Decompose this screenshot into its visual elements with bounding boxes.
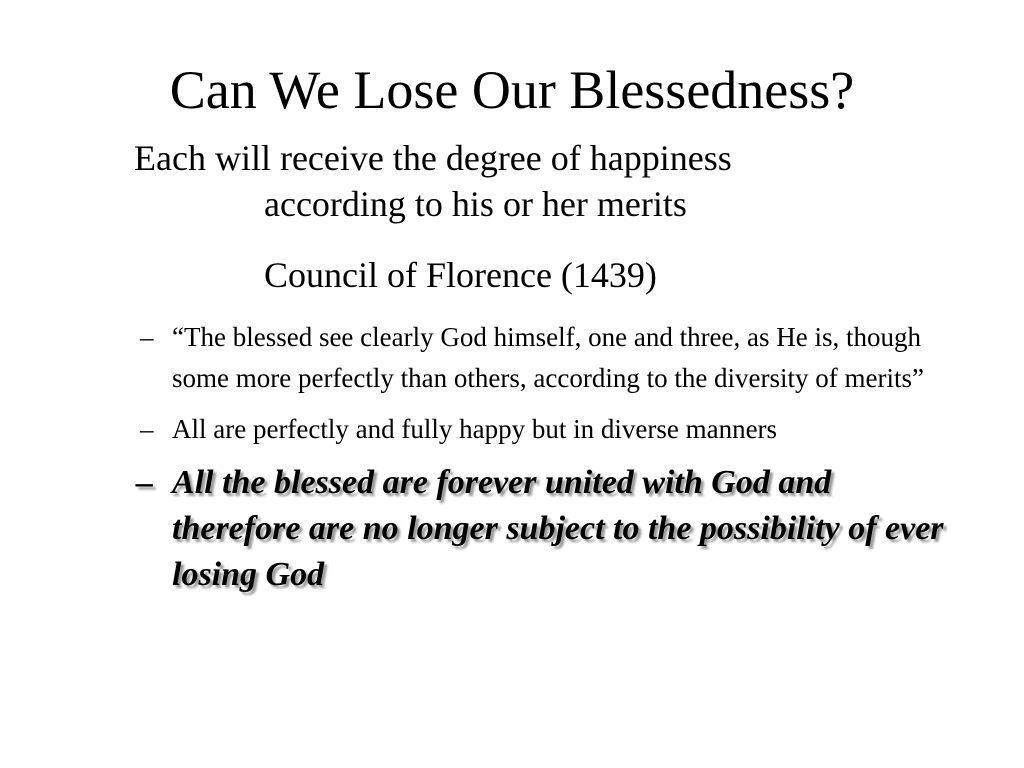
sub-point-quote (140, 317, 960, 399)
sub-point-text: All are perfectly and fully happy but in diverse manners (172, 414, 778, 444)
dash-bullet: – (136, 464, 153, 501)
main-point-line-1: Each will receive the degree of happiness (134, 138, 732, 178)
sub-point-united (136, 460, 960, 598)
main-point (134, 135, 934, 227)
sub-point-list (136, 317, 960, 608)
main-point-line-2: according to his or her merits (264, 184, 687, 224)
dash-bullet: – (140, 322, 154, 352)
sub-point-text: All the blessed are forever united with God and therefore are no longer subject to the possibility of ever losing God (172, 464, 944, 593)
dash-bullet: – (140, 414, 154, 444)
sub-point-text: “The blessed see clearly God himself, one and three, as He is, though some more perfectly than others, according to the diversity of merits” (172, 322, 925, 393)
council-citation: Council of Florence (1439) (264, 255, 657, 295)
slide-title: Can We Lose Our Blessedness? (169, 60, 855, 120)
sub-point-happy (140, 409, 960, 450)
